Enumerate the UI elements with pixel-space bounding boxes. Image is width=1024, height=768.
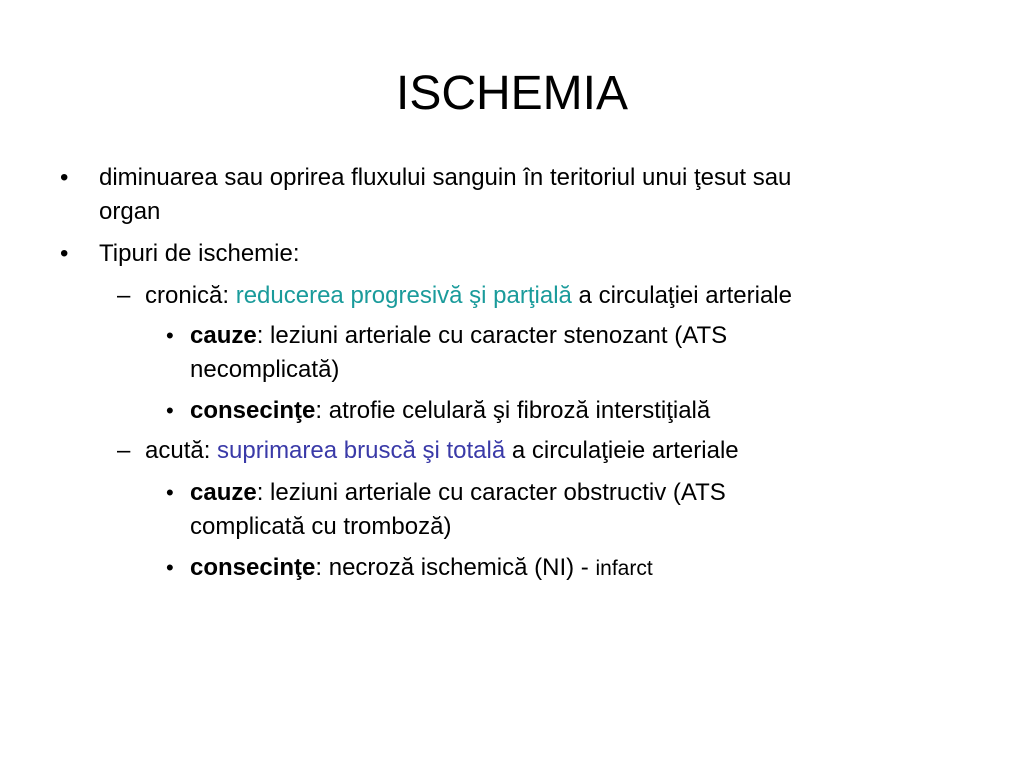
acute-consequences-label: consecinţe [190, 554, 316, 581]
dash-icon: – [117, 437, 131, 464]
bullet-icon: • [166, 555, 174, 580]
acute-consequences-line [190, 551, 653, 586]
acute-causes-line-2: complicată cu tromboză) [190, 513, 452, 540]
acute-causes-text: : leziuni arteriale cu caracter obstructiv (ATS [256, 479, 726, 506]
bullet-2-line-1: Tipuri de ischemie: [99, 240, 300, 267]
acute-causes-line-1 [190, 476, 726, 510]
bullet-icon: • [60, 240, 69, 267]
chronic-suffix: a circulaţiei arteriale [571, 282, 792, 309]
bullet-icon: • [166, 480, 174, 505]
chronic-consequences-label: consecinţe [190, 397, 316, 424]
chronic-consequences-line [190, 394, 710, 428]
slide-title: ISCHEMIA [395, 67, 629, 120]
chronic-causes-text: : leziuni arteriale cu caracter stenozant (ATS [256, 322, 728, 349]
acute-consequences-tail: infarct [595, 557, 653, 580]
dash-icon: – [117, 282, 131, 309]
chronic-highlight: reducerea progresivă şi parţială [235, 282, 572, 309]
acute-suffix: a circulaţieie arteriale [505, 437, 739, 464]
acute-causes-label: cauze [190, 479, 257, 506]
bullet-icon: • [166, 323, 174, 348]
bullet-icon: • [166, 398, 174, 423]
chronic-causes-line-2: necomplicată) [190, 356, 340, 383]
acute-prefix: acută: [145, 437, 218, 464]
acute-highlight: suprimarea bruscă şi totală [217, 437, 506, 464]
acute-consequences-text: : necroză ischemică (NI) - [315, 554, 596, 581]
bullet-1-line-1: diminuarea sau oprirea fluxului sanguin în teritoriul unui ţesut sau [99, 164, 792, 191]
chronic-causes-line-1 [190, 319, 727, 353]
chronic-consequences-text: : atrofie celulară şi fibroză interstiţială [315, 397, 711, 424]
bullet-1-line-2: organ [99, 198, 161, 225]
bullet-icon: • [60, 164, 69, 191]
chronic-line [145, 279, 792, 313]
chronic-causes-label: cauze [190, 322, 257, 349]
chronic-prefix: cronică: [145, 282, 236, 309]
acute-line [145, 434, 739, 468]
